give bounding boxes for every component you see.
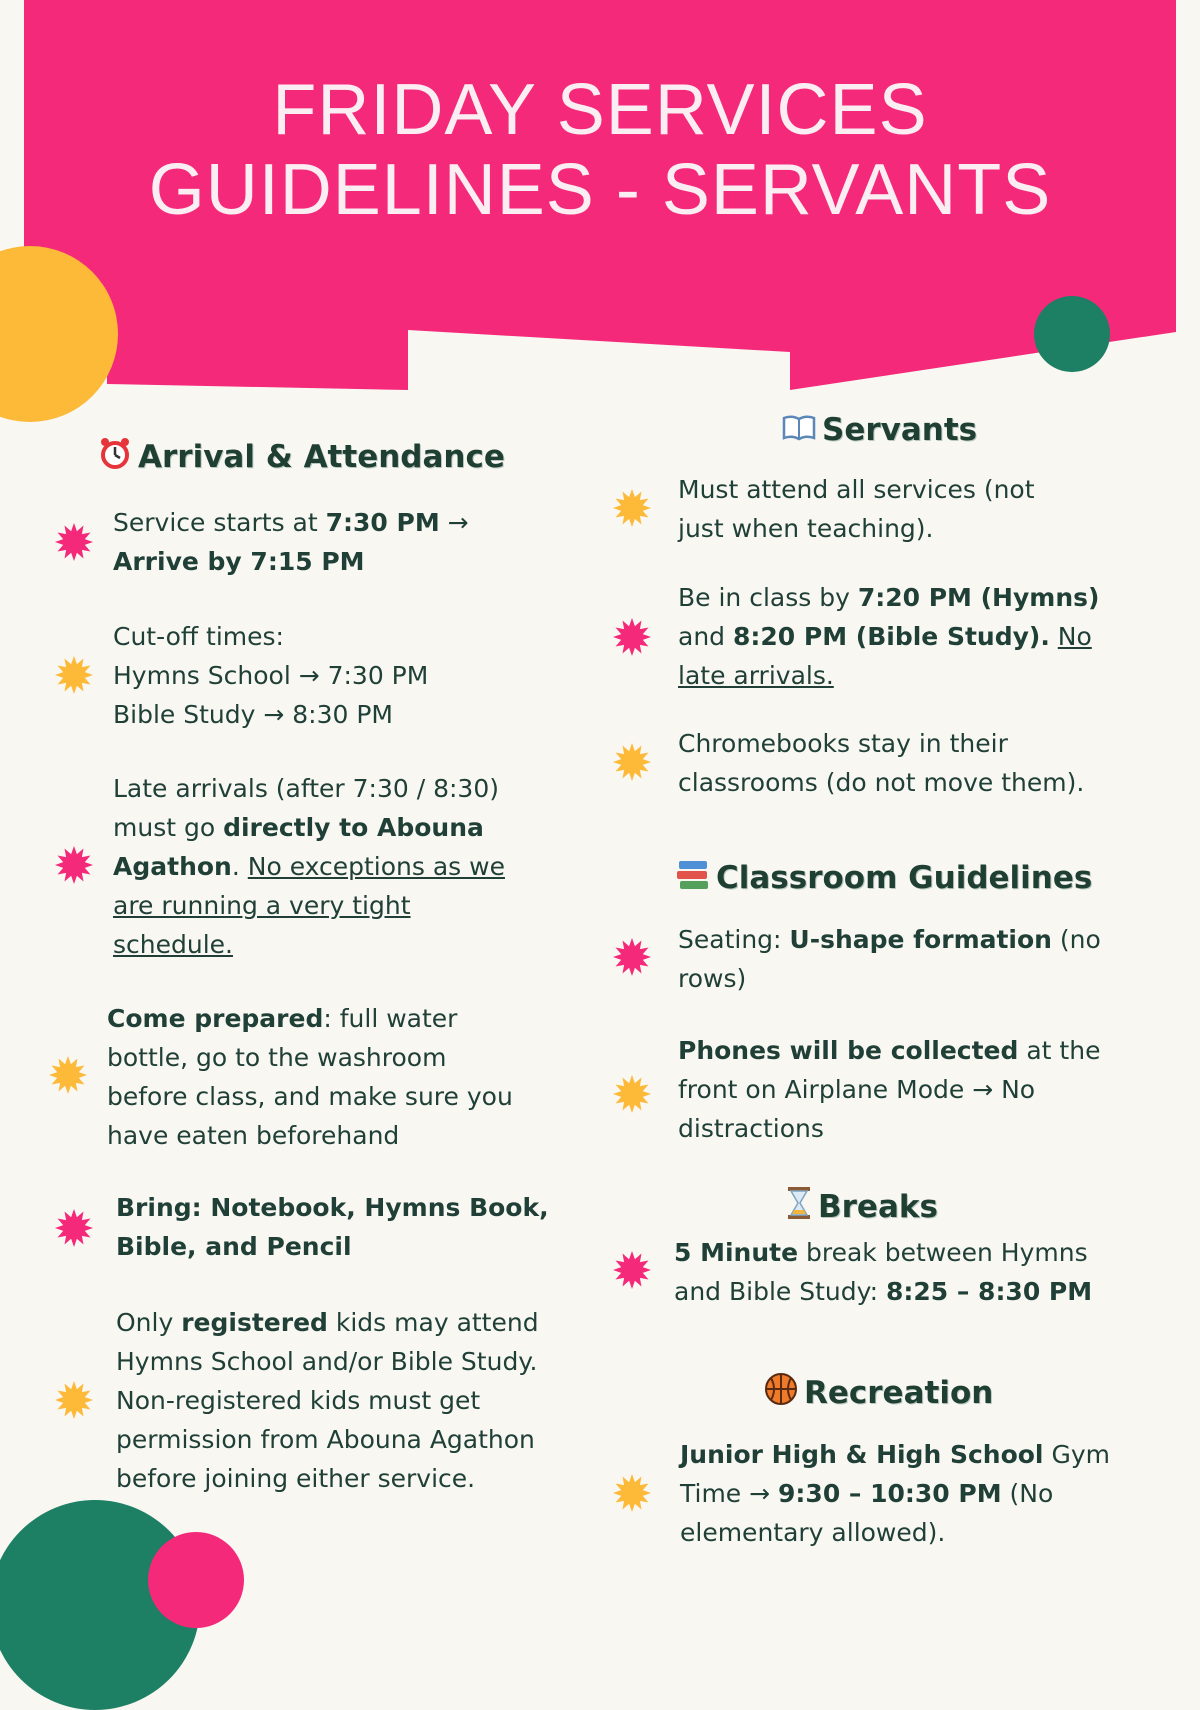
bring-supplies-item: Bring: Notebook, Hymns Book, Bible, and Pencil xyxy=(116,1193,549,1261)
class-time-item: Be in class by 7:20 PM (Hymns) and 8:20 PM (Bible Study). No late arrivals. xyxy=(678,583,1100,690)
chromebooks-item: Chromebooks stay in their classrooms (do not move them). xyxy=(678,729,1085,797)
recreation-heading: Recreation xyxy=(764,1372,993,1414)
hourglass-icon xyxy=(786,1186,812,1228)
gym-time-item: Junior High & High School Gym Time → 9:30 – 10:30 PM (No elementary allowed). xyxy=(680,1440,1110,1547)
yellow-bullet-star xyxy=(612,1074,652,1114)
yellow-bullet-star xyxy=(48,1055,88,1095)
pink-bullet-star xyxy=(54,522,94,562)
pink-bullet-star xyxy=(612,617,652,657)
come-prepared-item: Come prepared: full water bottle, go to the washroom before class, and make sure you have eaten beforehand xyxy=(107,1004,513,1150)
late-arrivals-item: Late arrivals (after 7:30 / 8:30) must go directly to Abouna Agathon. No exceptions as we are running a very tight schedule. xyxy=(113,774,505,959)
pink-bullet-star xyxy=(54,1208,94,1248)
break-time-item: 5 Minute break between Hymns and Bible Study: 8:25 – 8:30 PM xyxy=(674,1238,1093,1306)
attend-services-item: Must attend all services (not just when teaching). xyxy=(678,475,1035,543)
phones-item: Phones will be collected at the front on Airplane Mode → No distractions xyxy=(678,1036,1101,1143)
yellow-bullet-star xyxy=(54,1380,94,1420)
yellow-bullet-star xyxy=(612,1473,652,1513)
seating-item: Seating: U-shape formation (no rows) xyxy=(678,925,1101,993)
registered-kids-item: Only registered kids may attend Hymns School and/or Bible Study. Non-registered kids must get permission from Abouna Agathon before joining either service. xyxy=(116,1308,539,1493)
yellow-bullet-star xyxy=(612,742,652,782)
breaks-heading: Breaks xyxy=(786,1186,938,1228)
pink-circle-bottom-decoration xyxy=(148,1532,244,1628)
classroom-guidelines-heading: Classroom Guidelines xyxy=(676,859,1092,899)
yellow-bullet-star xyxy=(612,488,652,528)
arrival-attendance-heading: Arrival & Attendance xyxy=(98,436,505,478)
yellow-bullet-star xyxy=(54,655,94,695)
green-circle-decoration xyxy=(1034,296,1110,372)
open-book-icon xyxy=(782,413,816,451)
page-title: FRIDAY SERVICES GUIDELINES - SERVANTS xyxy=(148,70,1052,230)
pink-bullet-star xyxy=(54,845,94,885)
cutoff-times-item: Cut-off times: Hymns School → 7:30 PM Bible Study → 8:30 PM xyxy=(113,622,429,729)
books-icon xyxy=(676,859,710,899)
basketball-icon xyxy=(764,1372,798,1414)
pink-bullet-star xyxy=(612,937,652,977)
servants-heading: Servants xyxy=(782,412,977,451)
pink-bullet-star xyxy=(612,1250,652,1290)
alarm-clock-icon xyxy=(98,436,132,478)
arrival-time-item: Service starts at 7:30 PM → Arrive by 7:15 PM xyxy=(113,508,469,576)
